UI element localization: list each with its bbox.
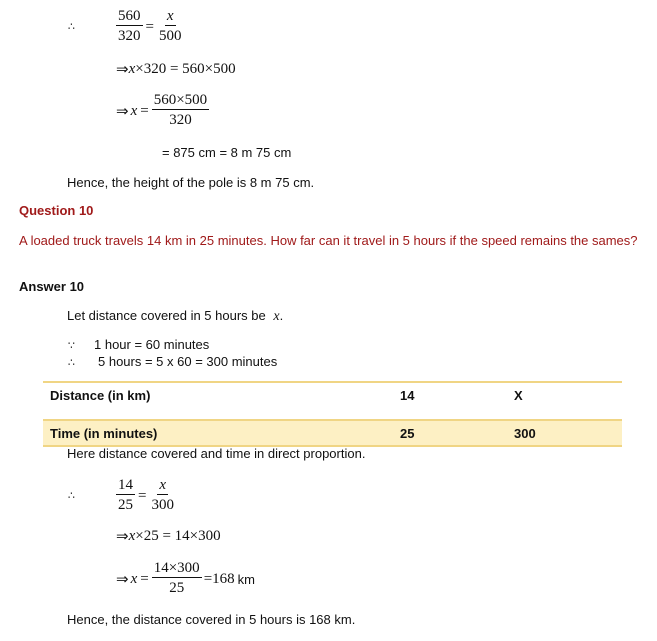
therefore-symbol: ∴ [68,356,75,369]
table-row: Time (in minutes) 25 300 [43,421,622,446]
therefore-line: ∴ 5 hours = 5 x 60 = 300 minutes [68,354,278,369]
proportion-table [43,381,622,447]
prev-conclusion: Hence, the height of the pole is 8 m 75 cm. [67,175,315,190]
proportion-note: Here distance covered and time in direct proportion. [67,446,366,461]
equation-solve-x: ⇒ x = $\frac{560\times 500}{320}$ [116,92,208,128]
answer-heading: Answer 10 [19,279,85,294]
because-line: ∵ 1 hour = 60 minutes [68,337,210,352]
equation-solve-x: ⇒ x = $\frac{14\times 300}{25}$ =168 km [116,560,255,596]
table-row: Distance (in km) 14 X [50,388,523,403]
answer-conclusion: Hence, the distance covered in 5 hours is 168 km. [67,612,356,627]
therefore-symbol: ∴ [68,489,75,502]
answer-intro: Let distance covered in 5 hours be x. [67,308,284,324]
because-symbol: ∵ [68,339,75,352]
question-heading: Question 10 [19,203,94,218]
equation-ratio: $\frac{14}{25}$ = $\frac{x}{300}$ [118,477,174,513]
therefore-symbol: ∴ [68,20,75,33]
equation-cross-multiply: ⇒ x ×25 = 14×300 [116,528,221,545]
equation-cross-multiply: ⇒ x ×320 = 560×500 [116,61,236,78]
equation-result: = 875 cm = 8 m 75 cm [162,145,292,160]
question-text: A loaded truck travels 14 km in 25 minutes. How far can it travel in 5 hours if the speed remains the sames? [19,233,638,248]
equation-ratio: $\frac{560}{320}$ = $\frac{x}{500}$ [118,8,182,44]
